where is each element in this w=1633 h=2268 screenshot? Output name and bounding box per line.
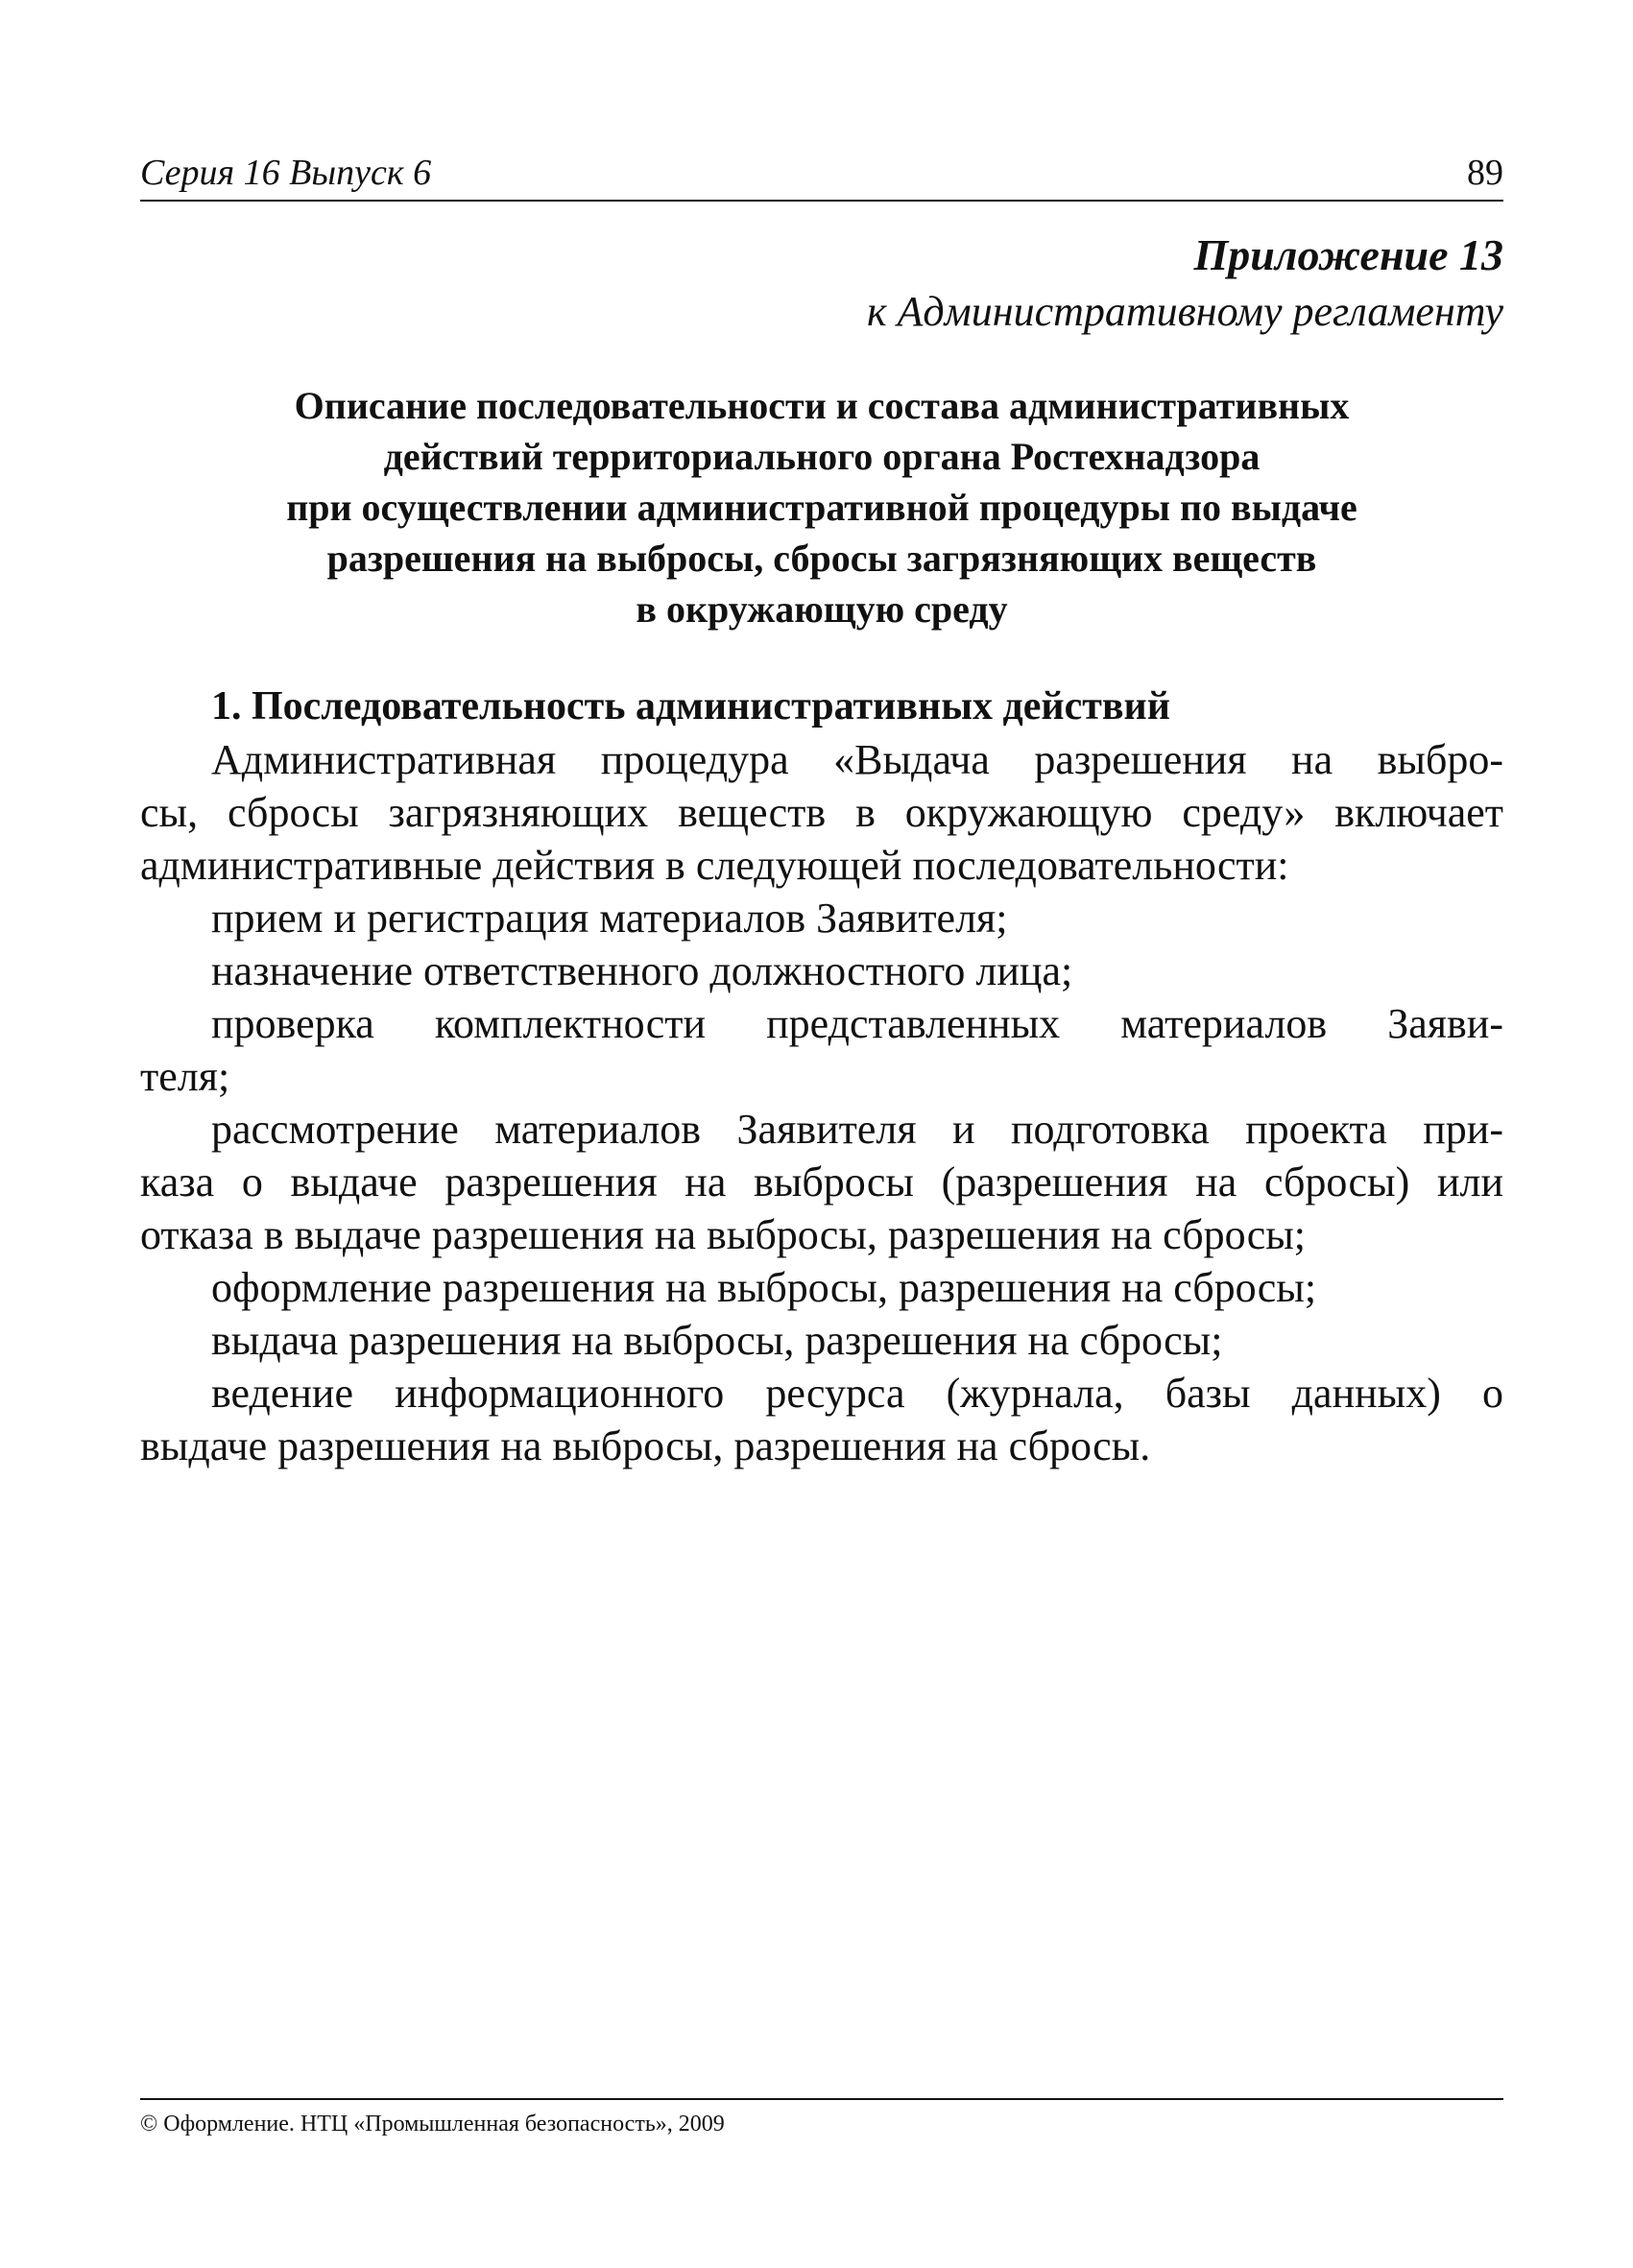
footer-divider [140,2098,1503,2100]
body-line: рассмотрение материалов Заявителя и подготовка проекта при- [211,1106,1503,1153]
appendix-block [867,228,1503,342]
body-line: назначение ответственного должностного лица; [211,947,1073,994]
title-line: при осуществлении административной процедуры по выдаче [286,486,1357,529]
title-line: действий территориального органа Ростехнадзора [383,435,1261,478]
footer-copyright: © Оформление. НТЦ «Промышленная безопасность», 2009 [140,2112,725,2137]
page-number: 89 [1467,153,1503,193]
running-header [140,144,1503,202]
section-heading: 1. Последовательность административных действий [211,684,1170,728]
title-line: в окружающую среду [636,587,1008,631]
body-line: выдача разрешения на выбросы, разрешения на сбросы; [211,1317,1223,1364]
appendix-title: Приложение 13 [1193,230,1503,279]
body-line: административные действия в следующей последовательности: [140,842,1289,889]
title-line: Описание последовательности и состава административных [294,384,1350,427]
body-line: сы, сбросы загрязняющих веществ в окружающую среду» включает [140,789,1503,836]
title-line: разрешения на выбросы, сбросы загрязняющих веществ [326,537,1317,580]
body-line: Административная процедура «Выдача разрешения на выбро- [211,736,1503,783]
body-line: прием и регистрация материалов Заявителя; [211,895,1008,942]
body-line: каза о выдаче разрешения на выбросы (разрешения на сбросы) или [140,1158,1503,1206]
document-title [140,380,1503,634]
body-line: ведение информационного ресурса (журнала, базы данных) о [211,1370,1503,1417]
series-label: Серия 16 Выпуск 6 [140,153,432,193]
body-line: отказа в выдаче разрешения на выбросы, разрешения на сбросы; [140,1211,1307,1258]
section-body [140,733,1503,1472]
body-line: оформление разрешения на выбросы, разрешения на сбросы; [211,1264,1317,1311]
body-line: выдаче разрешения на выбросы, разрешения на сбросы. [140,1422,1151,1469]
body-line: теля; [140,1053,230,1100]
body-line: проверка комплектности представленных материалов Заяви- [211,1000,1503,1047]
appendix-subtitle: к Административному регламенту [866,288,1503,335]
